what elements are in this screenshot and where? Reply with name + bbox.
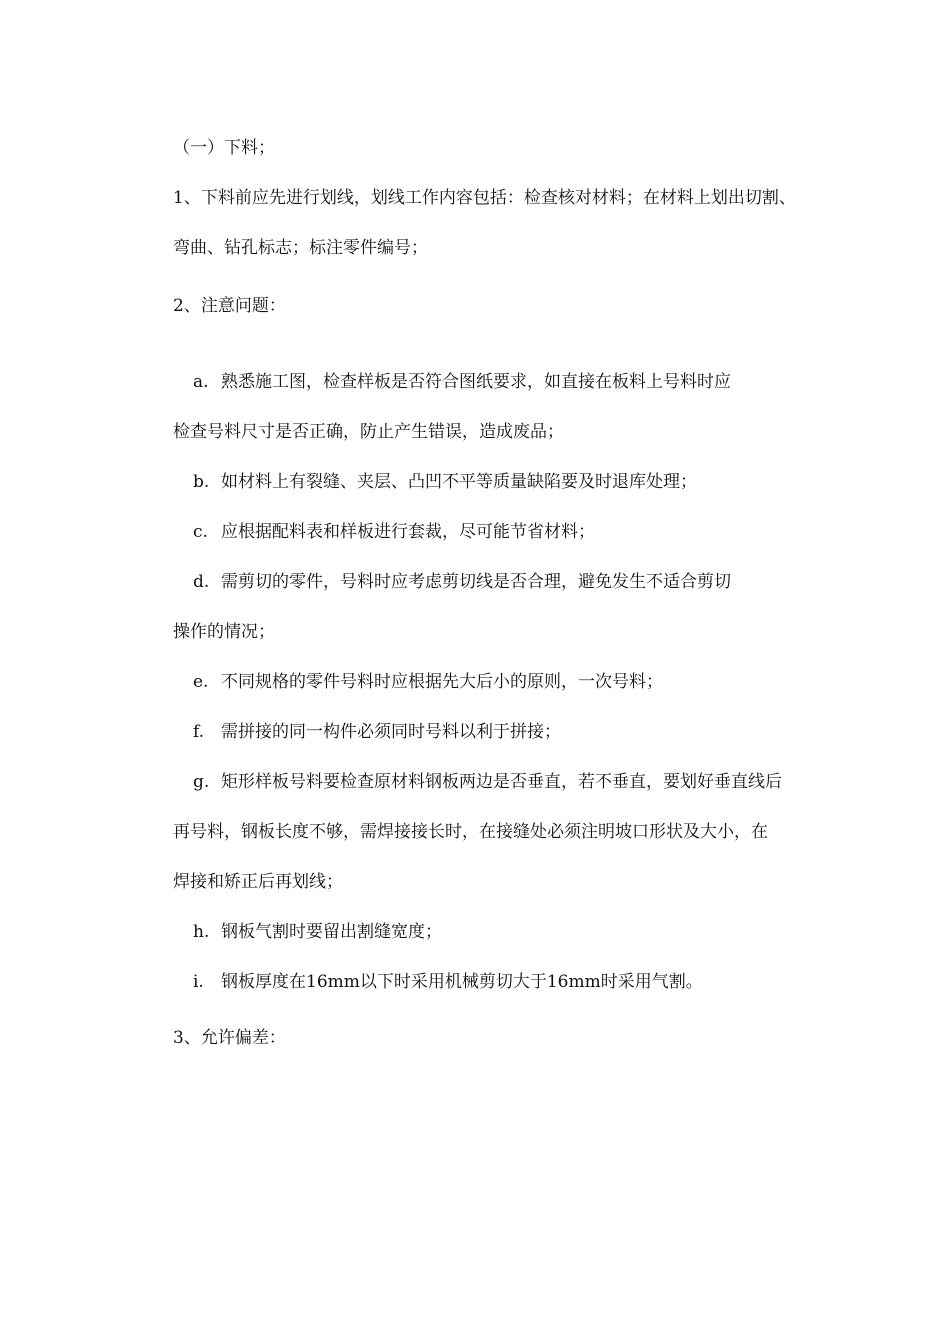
list-item-b <box>193 471 697 493</box>
para2-title: 2、注意问题： <box>173 296 286 316</box>
list-item-d-continuation: 操作的情况； <box>173 622 275 642</box>
list-item-g-continuation-2: 焊接和矫正后再划线； <box>173 872 343 892</box>
para1-line2: 弯曲、钻孔标志；标注零件编号； <box>173 238 428 258</box>
para3-title: 3、允许偏差： <box>173 1028 286 1048</box>
item-marker: e. <box>193 672 209 692</box>
list-item-e <box>193 671 663 693</box>
section-title: （一）下料； <box>173 138 275 158</box>
list-item-a-continuation: 检查号料尺寸是否正确，防止产生错误，造成废品； <box>173 422 564 442</box>
item-marker: b. <box>193 472 210 492</box>
para1-line1: 1、下料前应先进行划线，划线工作内容包括：检查核对材料；在材料上划出切割、 <box>173 188 796 208</box>
list-item-g <box>193 771 782 793</box>
item-marker: i. <box>193 972 204 992</box>
item-marker: h. <box>193 922 210 942</box>
list-item-c <box>193 521 595 543</box>
item-text: 需拼接的同一构件必须同时号料以利于拼接； <box>221 722 561 742</box>
item-text: 不同规格的零件号料时应根据先大后小的原则，一次号料； <box>221 672 663 692</box>
item-text: 矩形样板号料要检查原材料钢板两边是否垂直，若不垂直，要划好垂直线后 <box>221 772 782 792</box>
item-text: 熟悉施工图，检查样板是否符合图纸要求，如直接在板料上号料时应 <box>221 372 731 392</box>
list-item-d <box>193 571 731 593</box>
item-text: 钢板气割时要留出割缝宽度； <box>221 922 442 942</box>
item-marker: a. <box>193 372 209 392</box>
list-item-i <box>193 971 703 993</box>
item-text: 应根据配料表和样板进行套裁，尽可能节省材料； <box>221 522 595 542</box>
item-marker: d. <box>193 572 210 592</box>
list-item-h <box>193 921 442 943</box>
item-text: 如材料上有裂缝、夹层、凸凹不平等质量缺陷要及时退库处理； <box>221 472 697 492</box>
item-marker: f. <box>193 722 205 742</box>
list-item-a <box>193 371 731 393</box>
list-item-g-continuation-1: 再号料，钢板长度不够，需焊接接长时，在接缝处必须注明坡口形状及大小，在 <box>173 822 768 842</box>
item-text: 需剪切的零件，号料时应考虑剪切线是否合理，避免发生不适合剪切 <box>221 572 731 592</box>
item-text: 钢板厚度在16mm以下时采用机械剪切大于16mm时采用气割。 <box>221 972 703 992</box>
item-marker: c. <box>193 522 208 542</box>
item-marker: g. <box>193 772 210 792</box>
list-item-f <box>193 721 561 743</box>
